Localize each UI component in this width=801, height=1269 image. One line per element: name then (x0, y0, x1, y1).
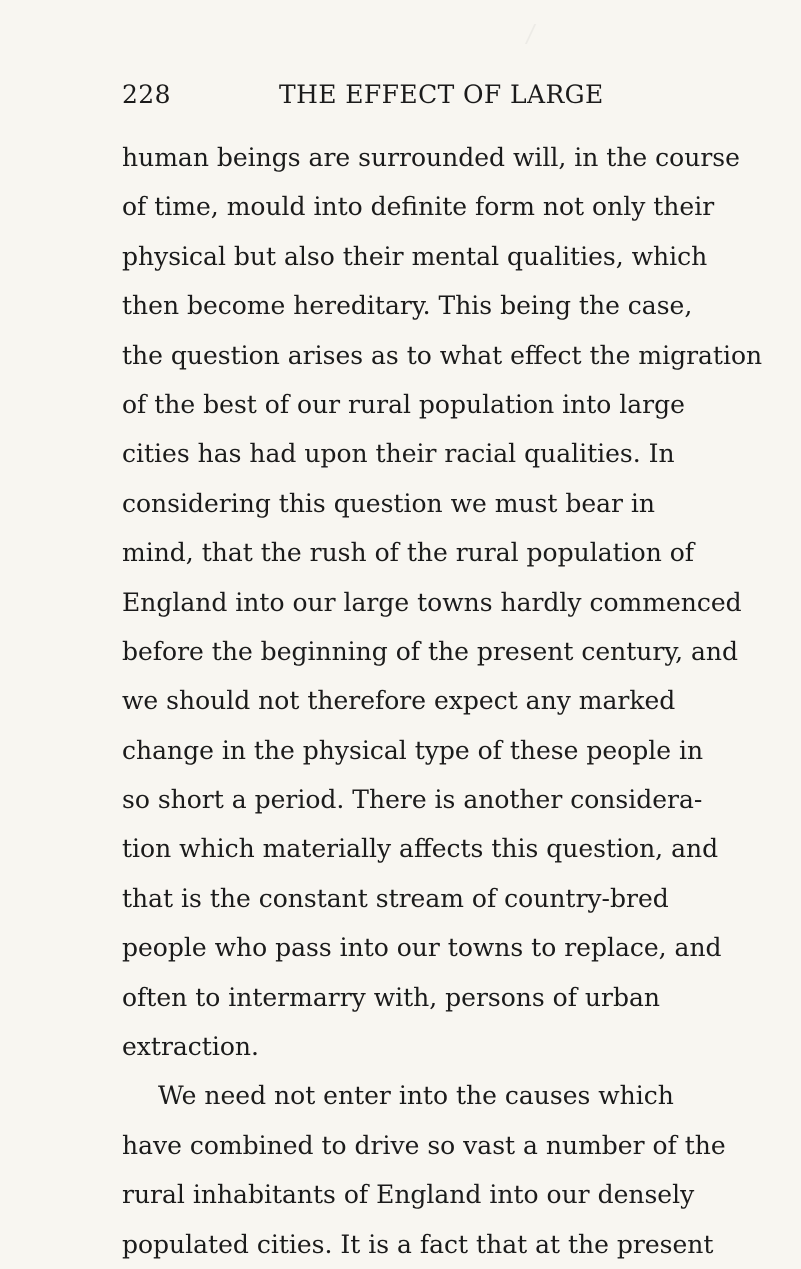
text-line-10: England into our large towns hardly commenced (122, 587, 742, 617)
scan-mark (505, 24, 560, 44)
text-line-3: physical but also their mental qualities, which (122, 241, 708, 271)
text-line-11: before the beginning of the present century, and (122, 636, 739, 666)
text-line-7: cities has had upon their racial qualities. In (122, 439, 675, 469)
text-line-22: rural inhabitants of England into our densely (122, 1180, 695, 1210)
text-line-14: so short a period. There is another considera- (122, 785, 703, 815)
page-number: 228 (122, 80, 171, 109)
text-line-2: of time, mould into definite form not only their (122, 192, 715, 222)
text-line-16: that is the constant stream of country-bred (122, 883, 669, 913)
text-line-8: considering this question we must bear in (122, 488, 656, 518)
text-line-12: we should not therefore expect any marked (122, 686, 676, 716)
text-line-15: tion which materially affects this question, and (122, 834, 719, 864)
text-line-13: change in the physical type of these people in (122, 735, 704, 765)
text-line-19: extraction. (122, 1032, 259, 1062)
text-line-23: populated cities. It is a fact that at the present (122, 1229, 714, 1259)
text-line-6: of the best of our rural population into large (122, 389, 685, 419)
text-line-18: often to intermarry with, persons of urban (122, 982, 660, 1012)
text-line-20: We need not enter into the causes which (158, 1081, 674, 1111)
text-line-1: human beings are surrounded will, in the course (122, 143, 740, 172)
text-line-4: then become hereditary. This being the case, (122, 291, 693, 321)
text-line-17: people who pass into our towns to replace, and (122, 933, 722, 963)
text-line-21: have combined to drive so vast a number of the (122, 1130, 726, 1160)
body-text (122, 133, 768, 1269)
running-title: THE EFFECT OF LARGE (279, 80, 604, 109)
page-header (122, 78, 652, 112)
text-line-9: mind, that the rush of the rural population of (122, 538, 695, 568)
text-line-5: the question arises as to what effect the migration (122, 340, 763, 370)
